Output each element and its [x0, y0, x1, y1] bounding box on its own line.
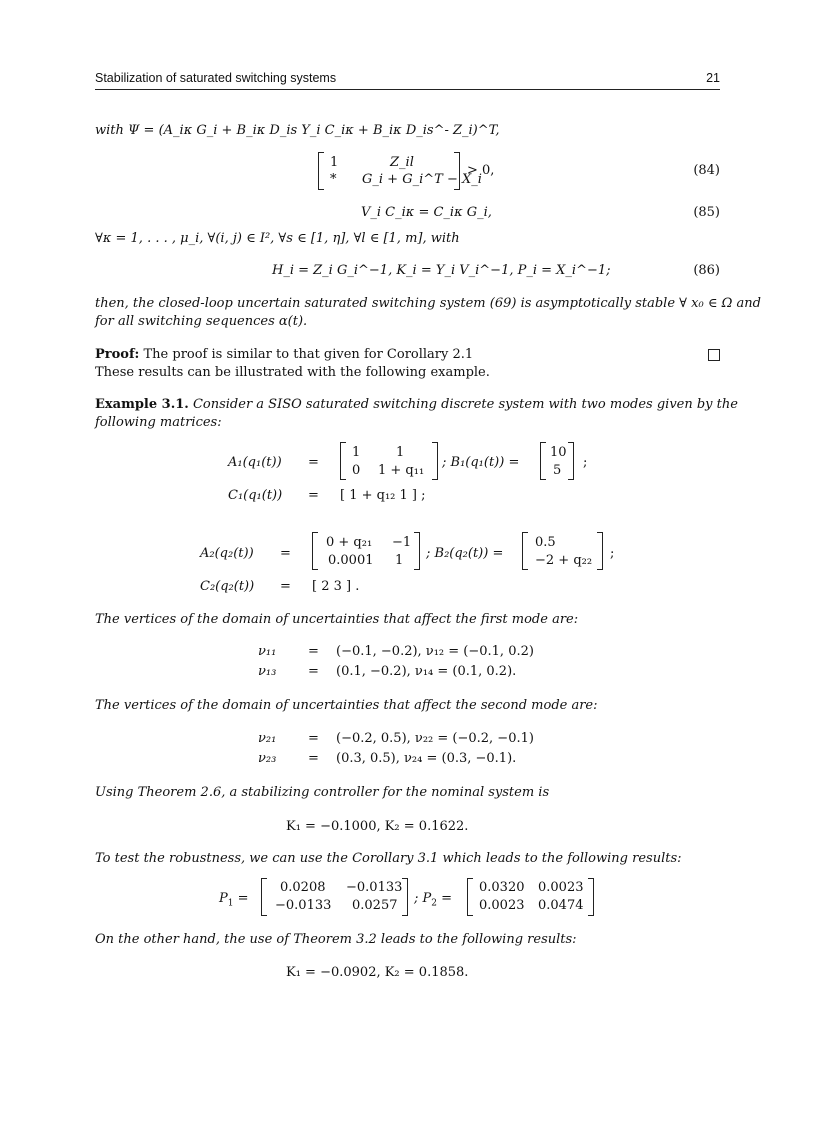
running-title: Stabilization of saturated switching systems: [95, 71, 337, 85]
matrix-bracket-right: [402, 878, 408, 916]
C2-entries: 2 3: [321, 579, 342, 594]
equals-sign: =: [308, 455, 319, 470]
matrix-bracket-left: [467, 878, 473, 916]
matrix-bracket-right: [568, 442, 574, 480]
robustness-sentence: To test the robustness, we can use the Corollary 3.1 which leads to the following results:: [95, 851, 682, 866]
page-number: 21: [706, 71, 720, 85]
vertices-mode1-row1: (−0.1, −0.2), ν₁₂ = (−0.1, 0.2): [336, 644, 534, 659]
eq85: V_i C_iκ = C_iκ G_i,: [361, 205, 492, 220]
equals-sign: =: [308, 731, 319, 746]
equals-sign: =: [308, 751, 319, 766]
A2-cell: 0.0001: [328, 553, 374, 568]
B2-lhs: ; B₂(q₂(t)) =: [426, 546, 504, 561]
equals-sign: =: [308, 488, 319, 503]
page-header: [95, 71, 720, 90]
eq84-m21: *: [330, 172, 337, 187]
semicolon: ;: [610, 546, 615, 561]
matrix-bracket-left: [318, 152, 324, 190]
illustration-sentence: These results can be illustrated with the following example.: [95, 365, 490, 380]
B2-cell: −2 + q₂₂: [535, 553, 593, 568]
proof-text: The proof is similar to that given for Corollary 2.1: [143, 347, 474, 362]
eq86: H_i = Z_i G_i^−1, K_i = Y_i V_i^−1, P_i = X_i^−1;: [272, 263, 611, 278]
matrix-bracket-right: [432, 442, 438, 480]
matrix-bracket-left: [340, 442, 346, 480]
A2-cell: 1: [395, 553, 404, 568]
C1-entries: 1 + q₁₂ 1: [349, 488, 408, 503]
B1-cell: 5: [553, 463, 562, 478]
A1-cell: 0: [352, 463, 361, 478]
nominal-controller-gains: K₁ = −0.1000, K₂ = 0.1622.: [286, 819, 469, 834]
matrix-bracket-left: [522, 532, 528, 570]
equals-sign: =: [308, 664, 319, 679]
B1-lhs: ; B₁(q₁(t)) =: [442, 455, 520, 470]
A1-cell: 1: [352, 445, 361, 460]
vertex-label: ν₁₁: [258, 644, 277, 659]
matrix-bracket-left: [261, 878, 267, 916]
vertices-mode2-row1: (−0.2, 0.5), ν₂₂ = (−0.2, −0.1): [336, 731, 534, 746]
matrix-bracket-right: [414, 532, 420, 570]
eq84-m11: 1: [330, 155, 339, 170]
vertex-label: ν₂₃: [258, 751, 277, 766]
equation-number-86: (86): [693, 263, 720, 278]
A2-cell: −1: [392, 535, 412, 550]
qed-box-icon: [708, 349, 720, 361]
P2-cell: 0.0023: [538, 880, 584, 895]
eq84-m12: Z_il: [390, 155, 414, 170]
matrix-bracket-right: [597, 532, 603, 570]
P2-cell: 0.0320: [479, 880, 525, 895]
conclusion-line-2: for all switching sequences α(t).: [95, 314, 308, 329]
P1-cell: 0.0208: [280, 880, 326, 895]
A2-lhs: A₂(q₂(t)): [200, 546, 254, 561]
vertices-mode2-intro: The vertices of the domain of uncertainties that affect the second mode are:: [95, 698, 598, 713]
example-text: Consider a SISO saturated switching discrete system with two modes given by the: [192, 397, 738, 412]
vertex-label: ν₁₃: [258, 664, 277, 679]
C1-lhs: C₁(q₁(t)): [228, 488, 283, 503]
theorem-2-6-sentence: Using Theorem 2.6, a stabilizing controller for the nominal system is: [95, 785, 550, 800]
vertices-mode1-intro: The vertices of the domain of uncertainties that affect the first mode are:: [95, 612, 579, 627]
P2-cell: 0.0023: [479, 898, 525, 913]
C1-row: [ 1 + q₁₂ 1 ] ;: [340, 488, 426, 503]
A1-cell: 1: [396, 445, 405, 460]
example-text-2: following matrices:: [95, 415, 222, 430]
equals-sign: =: [280, 579, 291, 594]
equals-sign: =: [308, 644, 319, 659]
psi-definition: with Ψ = (A_iκ G_i + B_iκ D_is Y_i C_iκ + B_iκ D_is^- Z_i)^T,: [95, 123, 500, 138]
equation-number-84: (84): [693, 163, 720, 178]
P1-cell: −0.0133: [346, 880, 403, 895]
vertices-mode1-row2: (0.1, −0.2), ν₁₄ = (0.1, 0.2).: [336, 664, 517, 679]
proof-label: Proof:: [95, 347, 140, 362]
semicolon: ;: [583, 455, 588, 470]
A1-cell: 1 + q₁₁: [378, 463, 425, 478]
equation-number-85: (85): [693, 205, 720, 220]
eq84-rhs: > 0,: [467, 163, 495, 178]
matrix-bracket-left: [540, 442, 546, 480]
vertex-label: ν₂₁: [258, 731, 277, 746]
A2-cell: 0 + q₂₁: [326, 535, 373, 550]
conclusion-line-1: then, the closed-loop uncertain saturated switching system (69) is asymptotically stable ∀ x₀ ∈ Ω and: [95, 296, 761, 311]
example-label: Example 3.1.: [95, 397, 189, 412]
eq84-m22: G_i + G_i^T − X_i: [362, 172, 482, 187]
C2-row: [ 2 3 ] .: [312, 579, 360, 594]
P1-cell: 0.0257: [352, 898, 398, 913]
robust-controller-gains: K₁ = −0.0902, K₂ = 0.1858.: [286, 965, 469, 980]
proof-line: [95, 347, 473, 363]
matrix-bracket-right: [588, 878, 594, 916]
matrix-bracket-right: [454, 152, 460, 190]
example-heading: [95, 397, 738, 413]
theorem-3-2-sentence: On the other hand, the use of Theorem 3.2 leads to the following results:: [95, 932, 577, 947]
A1-lhs: A₁(q₁(t)): [228, 455, 282, 470]
B1-cell: 10: [550, 445, 567, 460]
P1-cell: −0.0133: [275, 898, 332, 913]
B2-cell: 0.5: [535, 535, 556, 550]
vertices-mode2-row2: (0.3, 0.5), ν₂₄ = (0.3, −0.1).: [336, 751, 517, 766]
P1-lhs: $P_1$ =: [219, 891, 249, 909]
C2-lhs: C₂(q₂(t)): [200, 579, 255, 594]
forall-condition: ∀κ = 1, . . . , μ_i, ∀(i, j) ∈ I², ∀s ∈ [1, η], ∀l ∈ [1, m], with: [95, 231, 460, 246]
matrix-bracket-left: [312, 532, 318, 570]
equals-sign: =: [280, 546, 291, 561]
P2-lhs: ; $P_2$ =: [414, 891, 453, 909]
P2-cell: 0.0474: [538, 898, 584, 913]
